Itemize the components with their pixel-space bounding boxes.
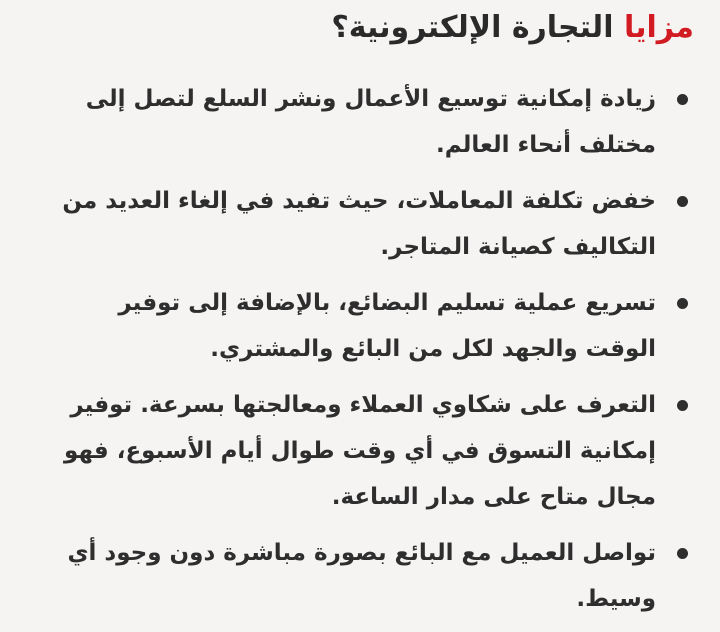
bullet-icon [677,94,688,105]
title-rest: التجارة الإلكترونية؟ [331,10,614,45]
list-item [42,382,692,520]
list-item-text: زيادة إمكانية توسيع الأعمال ونشر السلع لتصل إلى مختلف أنحاء العالم. [85,86,656,158]
list-item-text: خفض تكلفة المعاملات، حيث تفيد في إلغاء العديد من التكاليف كصيانة المتاجر. [62,188,656,260]
list-item-text: التعرف على شكاوي العملاء ومعالجتها بسرعة. توفير إمكانية التسوق في أي وقت طوال أيام الأسبوع، فهو مجال متاح على مدار الساعة. [64,392,656,510]
bullet-icon [677,548,688,559]
page-title [331,6,694,50]
title-accent-word: مزايا [623,10,694,45]
list-item [42,280,692,372]
bullet-icon [677,400,688,411]
list-item [42,530,692,622]
list-item [42,178,692,270]
benefits-list [42,76,692,632]
bullet-icon [677,196,688,207]
list-item [42,76,692,168]
list-item-text: تسريع عملية تسليم البضائع، بالإضافة إلى توفير الوقت والجهد لكل من البائع والمشتري. [118,290,656,362]
list-item-text: تواصل العميل مع البائع بصورة مباشرة دون وجود أي وسيط. [67,540,656,612]
bullet-icon [677,298,688,309]
